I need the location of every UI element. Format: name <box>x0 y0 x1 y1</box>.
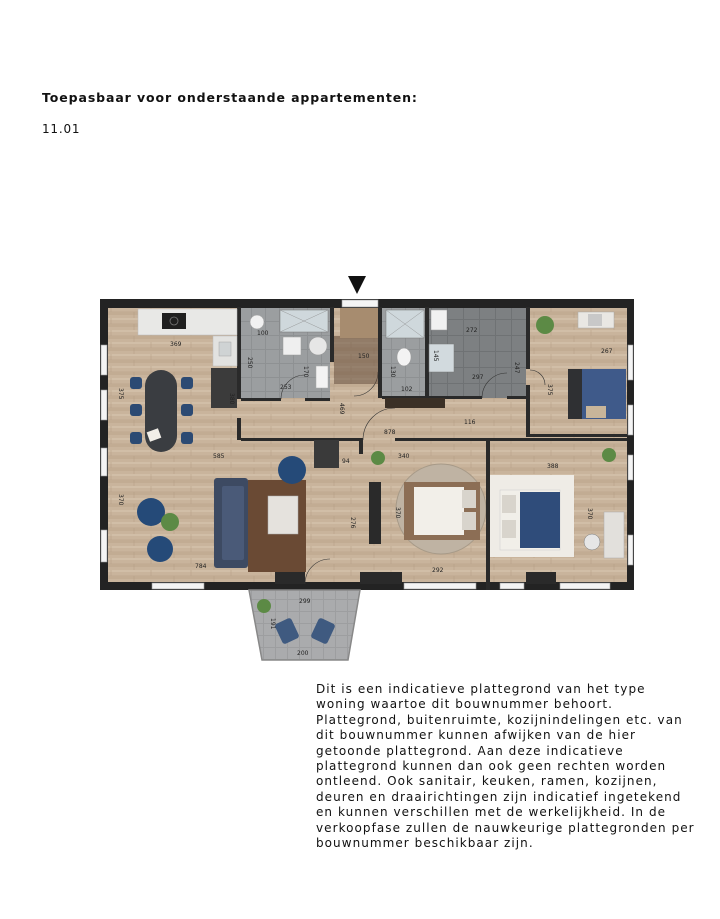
bedroom-2 <box>404 482 480 540</box>
armchair-1 <box>137 498 165 526</box>
dining-area <box>130 370 193 452</box>
dryer-icon <box>309 337 327 355</box>
entrance-arrow-icon <box>348 276 366 294</box>
svg-text:150: 150 <box>358 353 370 360</box>
svg-text:191: 191 <box>269 618 276 630</box>
apartment-number: 11.01 <box>42 122 81 136</box>
svg-text:170: 170 <box>302 366 309 378</box>
svg-text:100: 100 <box>257 330 269 337</box>
svg-text:878: 878 <box>384 429 396 436</box>
bench-icon <box>385 398 445 408</box>
svg-text:369: 369 <box>170 341 182 348</box>
disclaimer-text: Dit is een indicatieve plattegrond van het type woning waartoe dit bouwnummer behoort. Plattegrond, buitenruimte, kozijnindelingen etc. van dit bouwnummer kunnen afwijken van de hier getoonde plattegrond. Aan deze indicatieve plattegrond kunnen dan ook geen rechten worden ontleend. Ook sanitair, keuken, ramen, kozijnen, deuren en draairichtingen zijn indicatief ingetekend en kunnen verschillen met de werkelijkheid. In de verkoopfase zullen de nauwkeurige plattegronden per bouwnummer beschikbaar zijn. <box>316 682 695 851</box>
svg-text:380: 380 <box>228 393 235 405</box>
svg-text:276: 276 <box>349 517 356 529</box>
kitchen-counter <box>138 309 237 335</box>
svg-text:292: 292 <box>432 567 444 574</box>
svg-text:585: 585 <box>213 453 225 460</box>
chair-icon <box>584 534 600 550</box>
svg-text:375: 375 <box>117 388 124 400</box>
plant-icon <box>371 451 385 465</box>
svg-text:370: 370 <box>394 507 401 519</box>
plant-icon <box>161 513 179 531</box>
svg-text:388: 388 <box>547 463 559 470</box>
svg-text:253: 253 <box>280 384 292 391</box>
coffee-table <box>268 496 298 534</box>
svg-text:250: 250 <box>246 357 253 369</box>
entrance-mat <box>340 308 378 338</box>
svg-text:130: 130 <box>389 366 396 378</box>
svg-text:297: 297 <box>472 374 484 381</box>
svg-text:247: 247 <box>513 362 520 374</box>
svg-text:299: 299 <box>299 598 311 605</box>
armchair-2 <box>147 536 173 562</box>
sink-icon <box>219 342 231 356</box>
svg-text:94: 94 <box>342 458 350 465</box>
toilet-icon <box>431 310 447 330</box>
svg-text:784: 784 <box>195 563 207 570</box>
svg-text:116: 116 <box>464 419 476 426</box>
plant-icon <box>257 599 271 613</box>
svg-text:267: 267 <box>601 348 613 355</box>
armchair-3 <box>278 456 306 484</box>
svg-text:200: 200 <box>297 650 309 657</box>
svg-text:469: 469 <box>338 403 345 415</box>
page-heading: Toepasbaar voor onderstaande appartementen: <box>42 90 418 105</box>
svg-text:340: 340 <box>398 453 410 460</box>
svg-text:375: 375 <box>546 384 553 396</box>
svg-text:272: 272 <box>466 327 478 334</box>
svg-text:102: 102 <box>401 386 413 393</box>
dresser-icon <box>604 512 624 558</box>
toilet-icon <box>250 315 264 329</box>
svg-text:370: 370 <box>117 494 124 506</box>
plant-icon <box>536 316 554 334</box>
svg-text:145: 145 <box>432 350 439 362</box>
hall-closet <box>334 336 378 384</box>
plant-icon <box>602 448 616 462</box>
cooktop-icon <box>162 313 186 329</box>
sink-icon <box>316 366 328 388</box>
toilet-icon <box>397 348 411 366</box>
washer-icon <box>283 337 301 355</box>
svg-text:370: 370 <box>586 508 593 520</box>
